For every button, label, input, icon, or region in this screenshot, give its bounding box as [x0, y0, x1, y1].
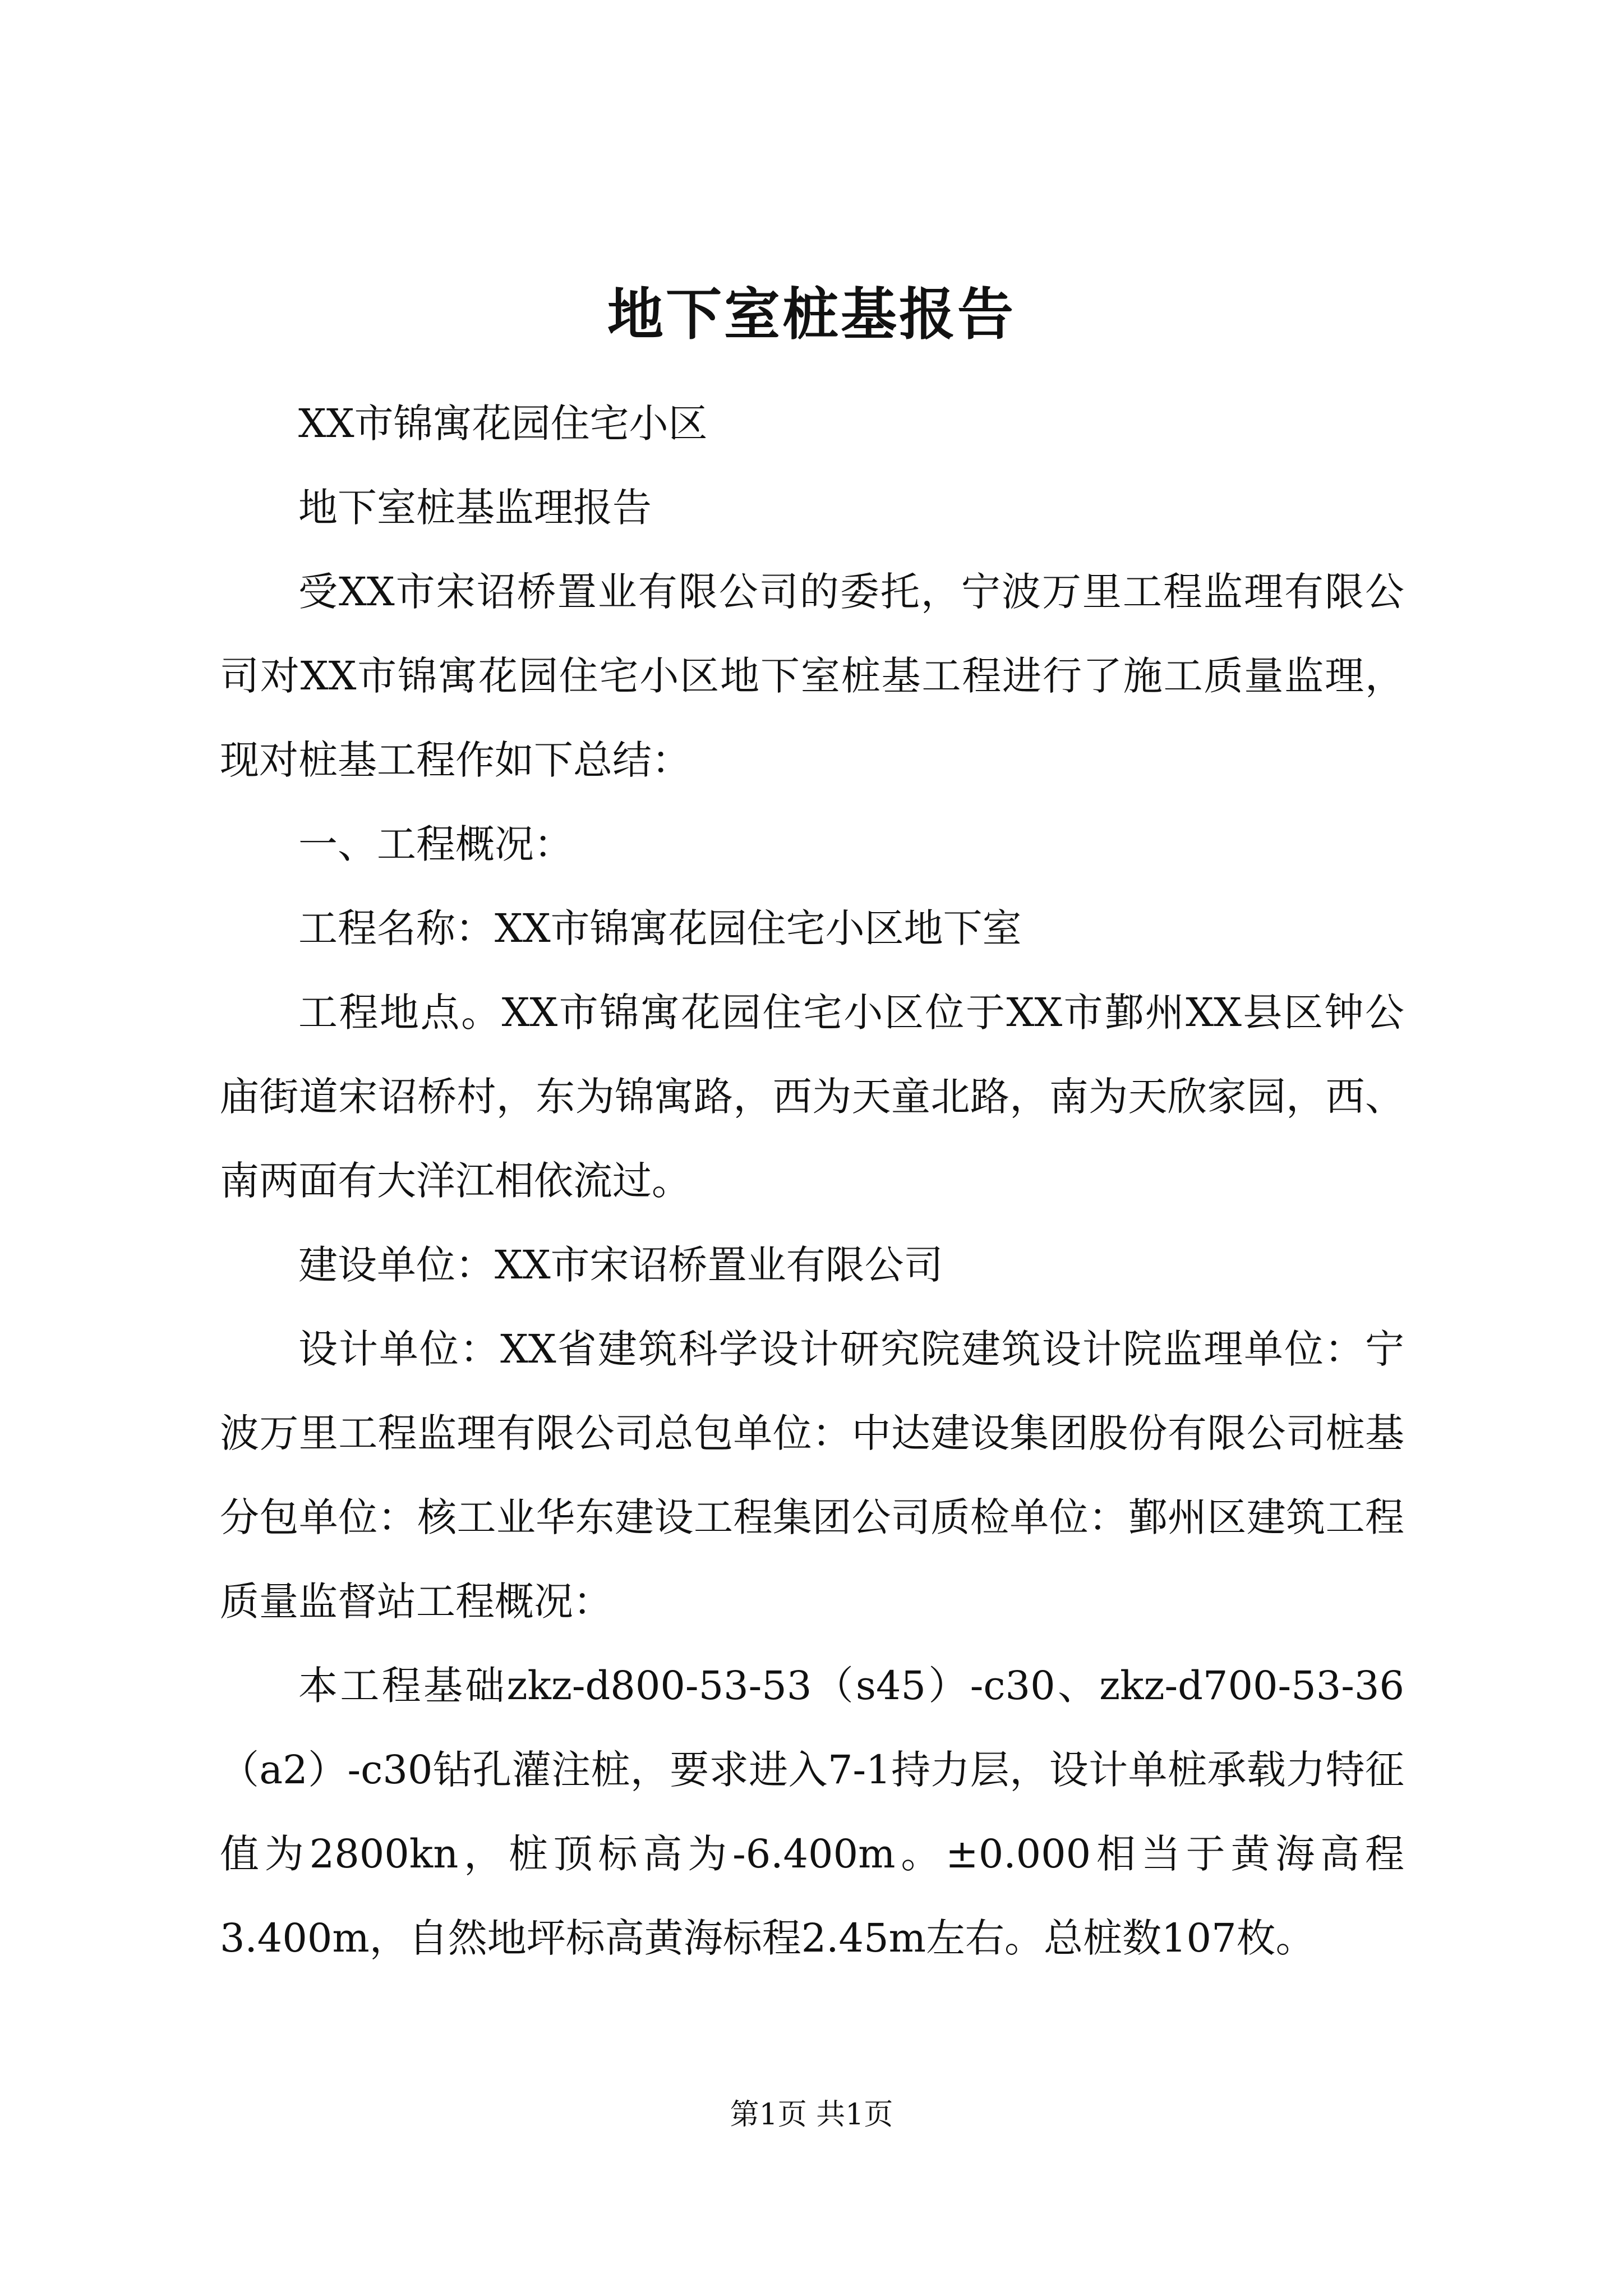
paragraph-engineering-location: 工程地点。XX市锦寓花园住宅小区位于XX市鄞州XX县区钟公庙街道宋诏桥村，东为锦寓路，西为天童北路，南为天欣家园，西、南两面有大洋江相依流过。	[220, 990, 1404, 1204]
paragraph-construction-unit: 建设单位：XX市宋诏桥置业有限公司	[298, 1242, 943, 1288]
paragraph-report-name: 地下室桩基监理报告	[298, 485, 652, 531]
paragraph-project-name: XX市锦寓花园住宅小区	[298, 401, 708, 447]
document-body	[220, 381, 1404, 1980]
paragraph-foundation-details: 本工程基础zkz-d800-53-53（s45）-c30、zkz-d700-53-36（a2）-c30钻孔灌注桩，要求进入7-1持力层，设计单桩承载力特征值为2800kn，桩顶标高为-6.400m。±0.000相当于黄海高程3.400m，自然地坪标高黄海标程2.45m左右。总桩数107枚。	[220, 1663, 1404, 1961]
paragraph-participating-units: 设计单位：XX省建筑科学设计研究院建筑设计院监理单位：宁波万里工程监理有限公司总包单位：中达建设集团股份有限公司桩基分包单位：核工业华东建设工程集团公司质检单位：鄞州区建筑工程质量监督站工程概况：	[220, 1326, 1404, 1625]
paragraph-introduction: 受XX市宋诏桥置业有限公司的委托，宁波万里工程监理有限公司对XX市锦寓花园住宅小区地下室桩基工程进行了施工质量监理，现对桩基工程作如下总结：	[220, 569, 1404, 783]
section-heading-overview: 一、工程概况：	[298, 821, 573, 867]
document-title: 地下室桩基报告	[607, 281, 1016, 347]
paragraph-engineering-name: 工程名称：XX市锦寓花园住宅小区地下室	[298, 905, 1022, 951]
page-footer: 第1页 共1页	[730, 2098, 893, 2132]
